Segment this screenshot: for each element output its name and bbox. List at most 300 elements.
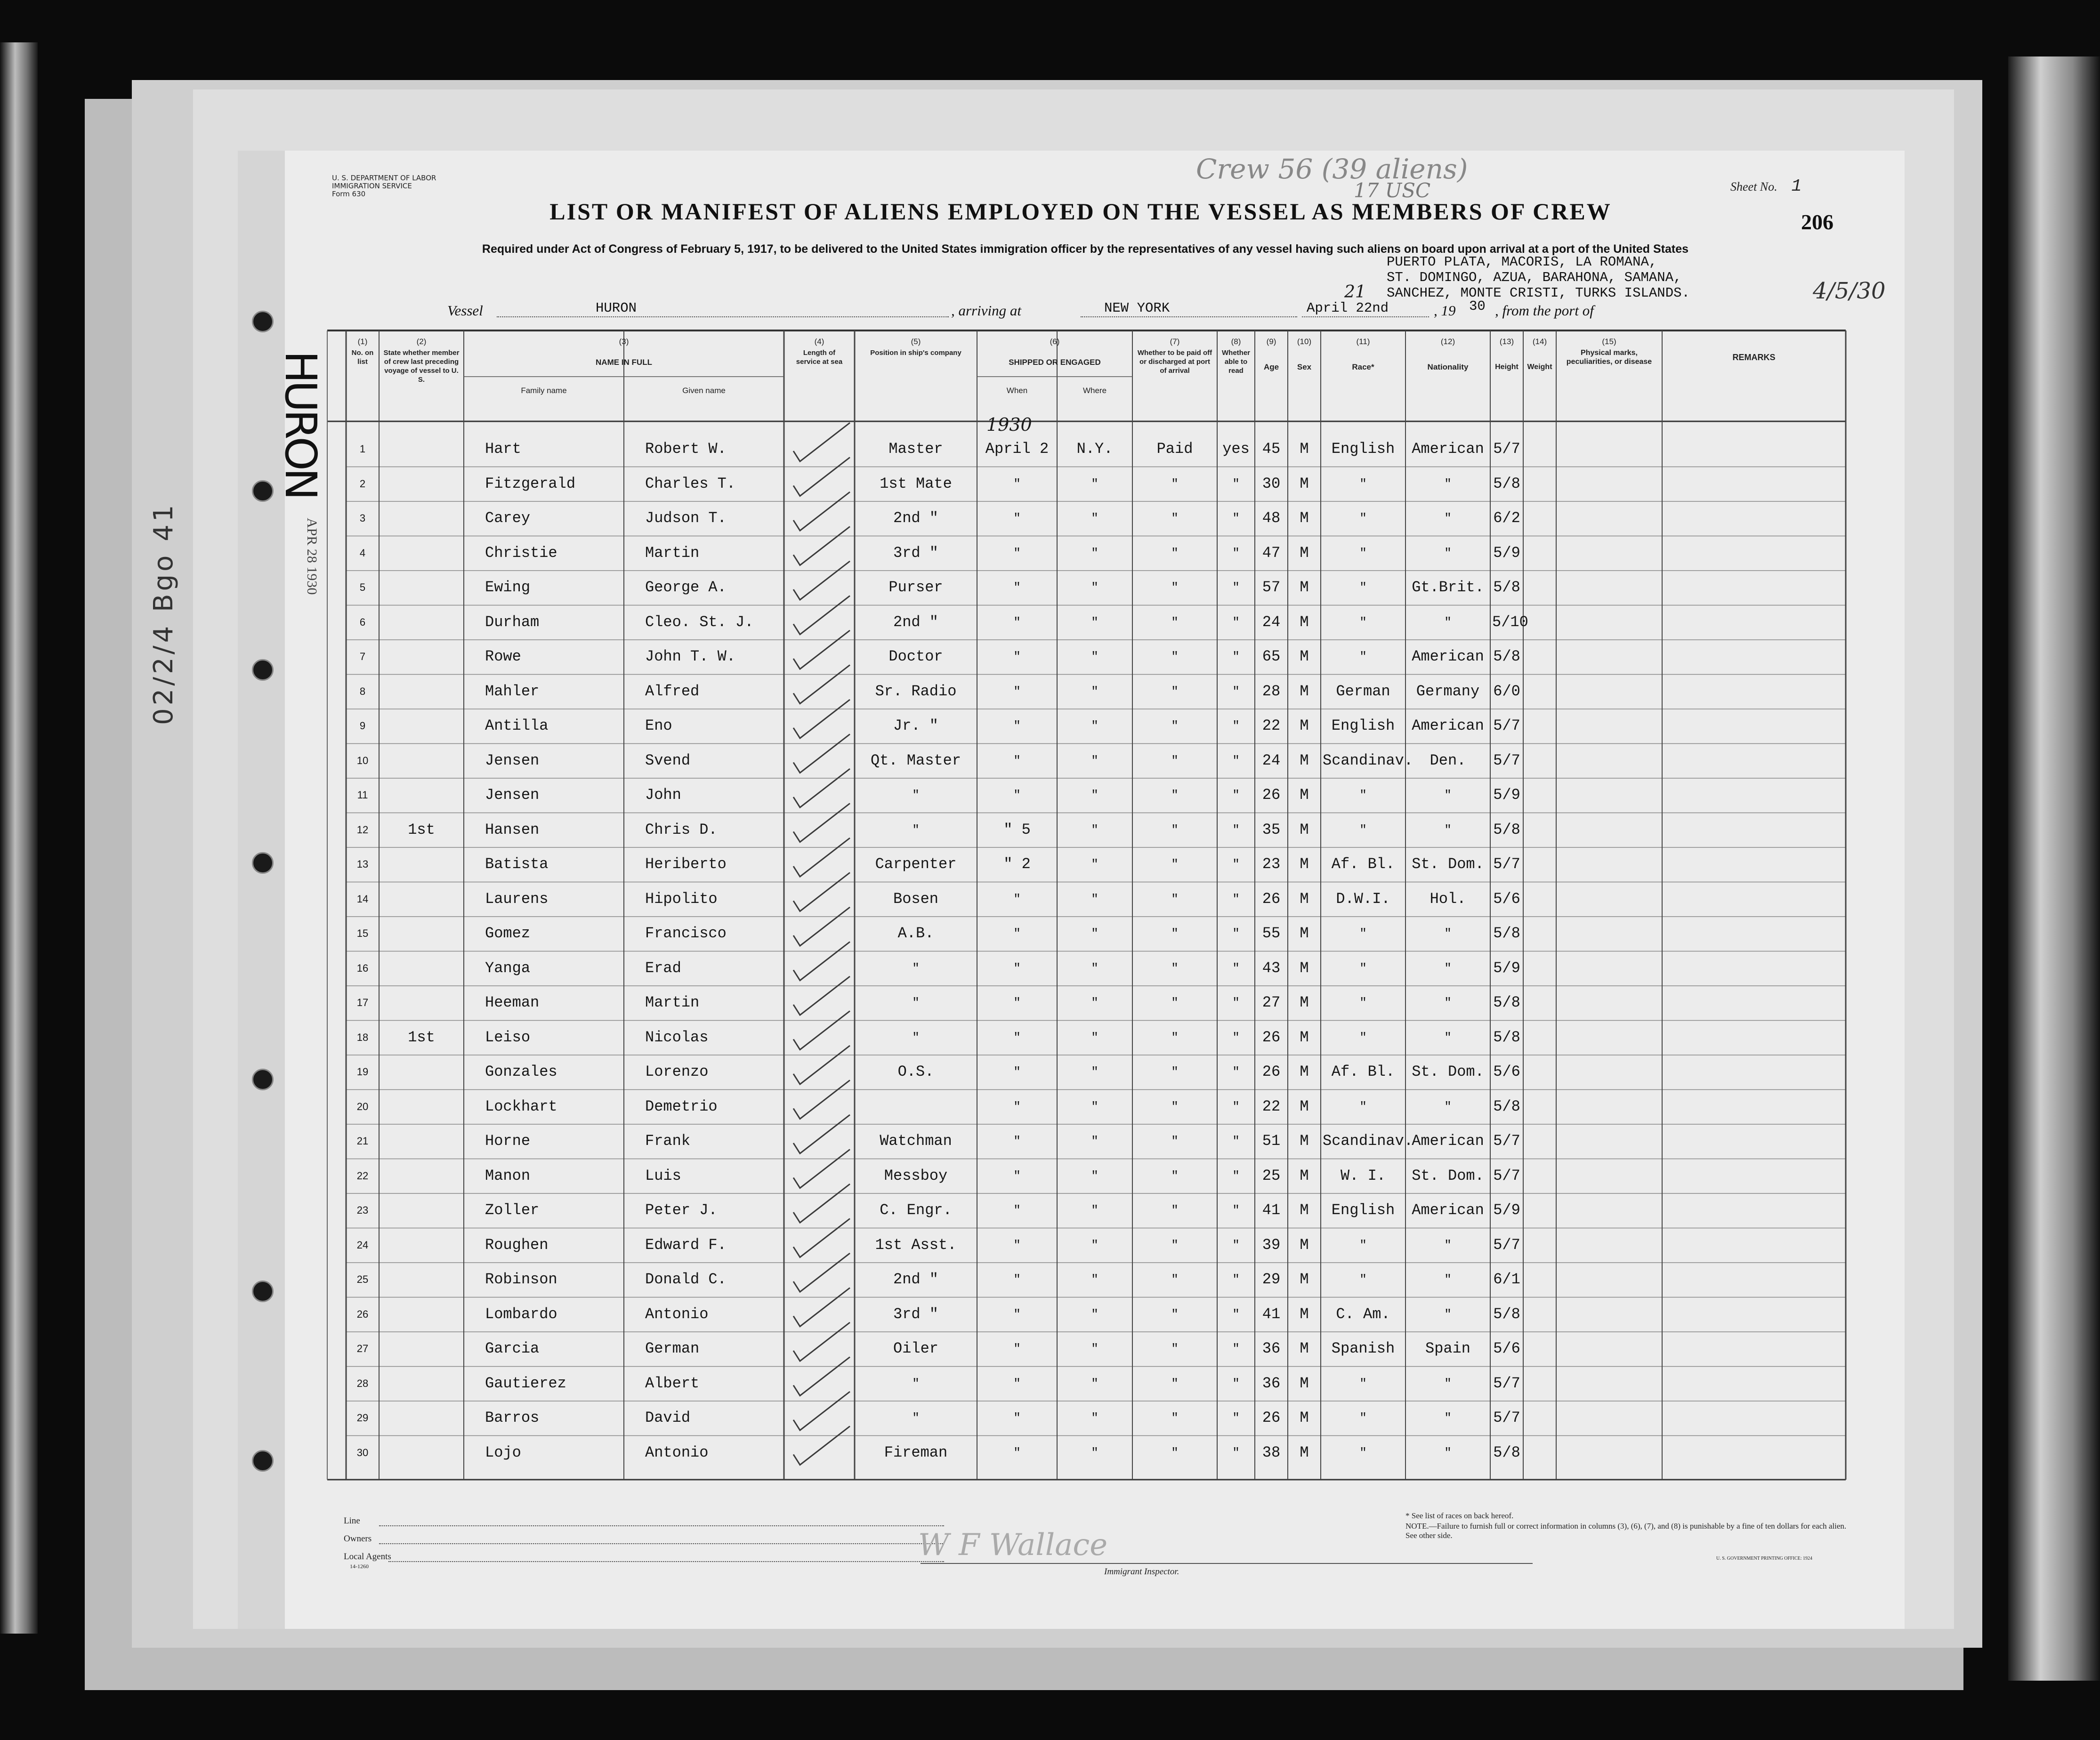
cell-given: Demetrio <box>645 1097 718 1115</box>
cell-sex: M <box>1300 994 1309 1011</box>
cell-where: " <box>1091 1342 1098 1356</box>
cell-position: Qt. Master <box>870 751 961 769</box>
cell-sex: M <box>1300 1201 1309 1219</box>
departure-date-note: 4/5/30 <box>1813 278 1886 304</box>
cell-sex: M <box>1300 751 1309 769</box>
cell-race: D.W.I. <box>1336 890 1390 908</box>
cell-position: Purser <box>888 579 943 596</box>
vessel-name: HURON <box>596 300 637 316</box>
cell-paid: " <box>1171 1134 1179 1148</box>
cell-nationality: Germany <box>1416 682 1480 700</box>
manifest-page <box>238 151 1905 1629</box>
cell-read: " <box>1232 511 1240 525</box>
cell-sex: M <box>1300 1374 1309 1392</box>
cell-when: " <box>1013 1273 1021 1287</box>
cell-family: Jensen <box>485 751 540 769</box>
cell-read: " <box>1232 1273 1240 1287</box>
column-number: (13) <box>1499 337 1514 346</box>
cell-read: " <box>1232 892 1240 906</box>
cell-age: 39 <box>1262 1236 1281 1254</box>
cell-age: 41 <box>1262 1305 1281 1323</box>
cell-height: 5/7 <box>1493 855 1520 873</box>
header-race: Race* <box>1352 362 1374 371</box>
cell-when: " <box>1013 892 1021 906</box>
cell-paid: " <box>1171 1099 1179 1114</box>
cell-position: Fireman <box>884 1443 948 1461</box>
cell-prev: 1st <box>408 821 435 838</box>
cell-paid: " <box>1171 788 1179 802</box>
form-code: U. S. DEPARTMENT OF LABOR IMMIGRATION SERVICE Form 630 <box>332 174 436 198</box>
cell-read: " <box>1232 857 1240 871</box>
cell-race: " <box>1359 580 1367 595</box>
cell-position: Sr. Radio <box>875 682 957 700</box>
cell-given: Judson T. <box>645 509 727 527</box>
cell-nationality: " <box>1444 476 1452 491</box>
cell-family: Antilla <box>485 717 549 734</box>
ports-line: PUERTO PLATA, MACORIS, LA ROMANA, <box>1387 254 1657 270</box>
column-number: (1) <box>357 337 368 346</box>
cell-paid: " <box>1171 1273 1179 1287</box>
cell-sex: M <box>1300 786 1309 804</box>
cell-where: " <box>1091 1238 1098 1252</box>
cell-race: C. Am. <box>1336 1305 1390 1323</box>
cell-when: " <box>1013 476 1021 491</box>
cell-paid: " <box>1171 1238 1179 1252</box>
header-able-to-read: Whether able to read <box>1222 349 1250 375</box>
cell-race: Af. Bl. <box>1331 855 1395 873</box>
cell-age: 24 <box>1262 613 1281 631</box>
cell-race: German <box>1336 682 1390 700</box>
cell-read: " <box>1232 996 1240 1010</box>
cell-read: " <box>1232 1238 1240 1252</box>
cell-sex: M <box>1300 509 1309 527</box>
cell-read: " <box>1232 822 1240 837</box>
cell-nationality: American <box>1412 1132 1484 1150</box>
cell-age: 26 <box>1262 1063 1281 1080</box>
cell-sex: M <box>1300 613 1309 631</box>
cell-given: Frank <box>645 1132 691 1150</box>
cell-age: 57 <box>1262 579 1281 596</box>
cell-race: " <box>1359 1030 1367 1045</box>
cell-family: Horne <box>485 1132 531 1150</box>
cell-when: " <box>1013 719 1021 733</box>
cell-height: 5/8 <box>1493 1443 1520 1461</box>
cell-age: 48 <box>1262 509 1281 527</box>
cell-given: Edward F. <box>645 1236 727 1254</box>
cell-where: " <box>1091 1203 1098 1217</box>
cell-position: 3rd " <box>893 544 938 562</box>
cell-read: " <box>1232 684 1240 699</box>
cell-age: 65 <box>1262 648 1281 665</box>
column-number: (10) <box>1297 337 1312 346</box>
header-sex: Sex <box>1297 362 1312 371</box>
cell-nationality: " <box>1444 615 1452 629</box>
header-previous-voyage: State whether member of crew last preceding voyage of vessel to U. S. <box>383 349 460 384</box>
cell-sex: M <box>1300 1132 1309 1150</box>
cell-family: Mahler <box>485 682 540 700</box>
date-stamp: APR 28 1930 <box>304 518 320 595</box>
cell-family: Manon <box>485 1167 531 1184</box>
cell-height: 5/9 <box>1493 959 1520 977</box>
cell-race: Scandinav. <box>1323 1132 1413 1150</box>
cell-position: 1st Asst. <box>875 1236 957 1254</box>
cell-height: 5/10 <box>1492 613 1528 631</box>
cell-given: Robert W. <box>645 440 727 458</box>
header-shipped-or-engaged: SHIPPED OR ENGAGED <box>1009 358 1101 367</box>
cell-height: 5/8 <box>1493 1305 1520 1323</box>
cell-when: " <box>1013 926 1021 941</box>
cell-nationality: " <box>1444 1273 1452 1287</box>
cell-age: 30 <box>1262 475 1281 492</box>
cell-read: " <box>1232 1065 1240 1079</box>
cell-age: 55 <box>1262 925 1281 942</box>
header-remarks: REMARKS <box>1732 353 1776 362</box>
header-nationality: Nationality <box>1427 362 1469 371</box>
cell-family: Hart <box>485 440 521 458</box>
cell-given: Luis <box>645 1167 681 1184</box>
cell-family: Roughen <box>485 1236 549 1254</box>
cell-read: " <box>1232 788 1240 802</box>
cell-paid: " <box>1171 753 1179 768</box>
cell-nationality: " <box>1444 1238 1452 1252</box>
cell-read: " <box>1232 1099 1240 1114</box>
cell-given: German <box>645 1340 700 1357</box>
cell-given: Nicolas <box>645 1028 709 1046</box>
cell-no: 26 <box>356 1308 369 1320</box>
cell-sex: M <box>1300 648 1309 665</box>
cell-position: " <box>912 1376 920 1391</box>
arrival-date-correction: 21 <box>1344 282 1366 302</box>
cell-when: " <box>1013 580 1021 595</box>
check-mark <box>793 1322 850 1361</box>
cell-position: 2nd " <box>893 1271 938 1288</box>
cell-race: English <box>1331 717 1395 734</box>
cell-no: 2 <box>359 477 366 490</box>
cell-family: Batista <box>485 855 549 873</box>
cell-race: " <box>1359 1273 1367 1287</box>
cell-nationality: " <box>1444 1099 1452 1114</box>
cell-position: Carpenter <box>875 855 957 873</box>
cell-nationality: American <box>1412 648 1484 665</box>
cell-where: " <box>1091 1307 1098 1321</box>
check-mark <box>793 665 850 704</box>
cell-position: " <box>912 1030 920 1045</box>
cell-race: " <box>1359 996 1367 1010</box>
check-mark <box>793 1288 850 1327</box>
cell-height: 5/8 <box>1493 1097 1520 1115</box>
cell-paid: " <box>1171 1342 1179 1356</box>
cell-no: 20 <box>356 1100 369 1112</box>
cell-no: 15 <box>356 927 369 939</box>
cell-height: 5/9 <box>1493 786 1520 804</box>
cell-nationality: St. Dom. <box>1412 1167 1484 1184</box>
cell-nationality: " <box>1444 1445 1452 1460</box>
cell-given: Alfred <box>645 682 700 700</box>
cell-sex: M <box>1300 717 1309 734</box>
cell-no: 17 <box>356 997 369 1008</box>
check-mark <box>793 630 850 669</box>
cell-race: " <box>1359 1411 1367 1425</box>
column-number: (11) <box>1356 337 1370 346</box>
cell-age: 38 <box>1262 1443 1281 1461</box>
crew-count-subnote: 17 USC <box>1354 179 1431 202</box>
cell-age: 26 <box>1262 1409 1281 1426</box>
cell-sex: M <box>1300 1028 1309 1046</box>
cell-when: " <box>1013 961 1021 975</box>
cell-given: Hipolito <box>645 890 718 908</box>
cell-when: " <box>1013 1238 1021 1252</box>
cell-paid: " <box>1171 546 1179 560</box>
cell-height: 5/7 <box>1493 1409 1520 1426</box>
cell-no: 22 <box>356 1169 369 1182</box>
cell-family: Lockhart <box>485 1097 557 1115</box>
cell-height: 6/1 <box>1493 1271 1520 1288</box>
cell-paid: " <box>1171 684 1179 699</box>
cell-when: " 5 <box>1003 821 1031 838</box>
cell-position: O.S. <box>897 1063 934 1080</box>
cell-position: Master <box>888 440 943 458</box>
check-mark <box>793 1184 850 1223</box>
cell-paid: " <box>1171 1030 1179 1045</box>
cell-nationality: " <box>1444 926 1452 941</box>
cell-nationality: " <box>1444 546 1452 560</box>
cell-height: 5/7 <box>1493 1374 1520 1392</box>
ports-line: SANCHEZ, MONTE CRISTI, TURKS ISLANDS. <box>1387 285 1690 301</box>
cell-when: " <box>1013 546 1021 560</box>
cell-when: " <box>1013 1168 1021 1183</box>
cell-race: " <box>1359 822 1367 837</box>
cell-sex: M <box>1300 1340 1309 1357</box>
cell-when: " <box>1013 511 1021 525</box>
cell-prev: 1st <box>408 1028 435 1046</box>
cell-sex: M <box>1300 682 1309 700</box>
cell-nationality: Spain <box>1425 1340 1470 1357</box>
cell-height: 5/7 <box>1493 1167 1520 1184</box>
cell-race: " <box>1359 476 1367 491</box>
cell-family: Barros <box>485 1409 540 1426</box>
cell-where: " <box>1091 1099 1098 1114</box>
cell-family: Rowe <box>485 648 521 665</box>
arrival-date: April 22nd <box>1307 300 1389 316</box>
cell-height: 5/9 <box>1493 1201 1520 1219</box>
cell-height: 5/8 <box>1493 579 1520 596</box>
cell-sex: M <box>1300 579 1309 596</box>
cell-given: Martin <box>645 544 700 562</box>
cell-no: 11 <box>357 789 368 801</box>
cell-when: " <box>1013 1099 1021 1114</box>
cell-paid: " <box>1171 996 1179 1010</box>
cell-age: 35 <box>1262 821 1281 838</box>
cell-when: " <box>1013 1376 1021 1391</box>
cell-sex: M <box>1300 1443 1309 1461</box>
cell-when: " 2 <box>1003 855 1031 873</box>
cell-given: Peter J. <box>645 1201 718 1219</box>
cell-sex: M <box>1300 440 1309 458</box>
check-mark <box>793 907 850 946</box>
cell-no: 13 <box>356 858 369 870</box>
cell-age: 29 <box>1262 1271 1281 1288</box>
cell-nationality: " <box>1444 1030 1452 1045</box>
cell-position: " <box>912 961 920 975</box>
cell-read: " <box>1232 1030 1240 1045</box>
cell-where: " <box>1091 822 1098 837</box>
cell-no: 27 <box>356 1343 369 1354</box>
cell-family: Durham <box>485 613 540 631</box>
cell-no: 9 <box>359 720 366 732</box>
cell-race: " <box>1359 615 1367 629</box>
cell-age: 22 <box>1262 717 1281 734</box>
header-weight: Weight <box>1527 363 1552 371</box>
check-mark <box>793 838 850 877</box>
cell-family: Heeman <box>485 994 540 1011</box>
cell-given: George A. <box>645 579 727 596</box>
inspector-signature: W F Wallace <box>918 1528 1108 1563</box>
page-stamp: 206 <box>1801 210 1833 234</box>
cell-read: " <box>1232 1168 1240 1183</box>
cell-sex: M <box>1300 1305 1309 1323</box>
cell-where: " <box>1091 1168 1098 1183</box>
check-mark <box>793 1357 850 1396</box>
cell-where: N.Y. <box>1076 440 1113 458</box>
cell-where: " <box>1091 1273 1098 1287</box>
arriving-port: NEW YORK <box>1104 300 1170 316</box>
cell-age: 26 <box>1262 890 1281 908</box>
cell-age: 36 <box>1262 1340 1281 1357</box>
cell-sex: M <box>1300 925 1309 942</box>
check-mark <box>793 942 850 981</box>
check-mark <box>793 1150 850 1188</box>
cell-family: Gautierez <box>485 1374 566 1392</box>
owners-label: Owners <box>344 1534 372 1544</box>
cell-age: 47 <box>1262 544 1281 562</box>
cell-nationality: St. Dom. <box>1412 1063 1484 1080</box>
header-name-in-full: NAME IN FULL <box>596 358 652 367</box>
cell-position: Messboy <box>884 1167 948 1184</box>
header-given-name: Given name <box>682 386 726 395</box>
cell-paid: " <box>1171 1376 1179 1391</box>
cell-position: Oiler <box>893 1340 938 1357</box>
cell-read: yes <box>1222 440 1250 458</box>
cell-position: Bosen <box>893 890 938 908</box>
cell-no: 16 <box>356 962 369 974</box>
check-mark <box>793 1115 850 1153</box>
cell-position: " <box>912 1411 920 1425</box>
cell-nationality: " <box>1444 511 1452 525</box>
cell-nationality: Gt.Brit. <box>1412 579 1484 596</box>
check-mark <box>793 1426 850 1465</box>
cell-nationality: " <box>1444 822 1452 837</box>
cell-no: 7 <box>359 651 366 662</box>
crew-count-note: Crew 56 (39 aliens) <box>1196 153 1468 185</box>
cell-paid: " <box>1171 822 1179 837</box>
cell-read: " <box>1232 926 1240 941</box>
cell-given: Antonio <box>645 1443 709 1461</box>
cell-height: 5/8 <box>1493 994 1520 1011</box>
check-mark <box>793 423 850 461</box>
cell-height: 5/7 <box>1493 1132 1520 1150</box>
header-when: When <box>1006 386 1028 395</box>
cell-read: " <box>1232 1342 1240 1356</box>
cell-height: 5/7 <box>1493 717 1520 734</box>
cell-where: " <box>1091 1411 1098 1425</box>
cell-no: 5 <box>359 581 366 593</box>
cell-race: " <box>1359 1238 1367 1252</box>
cell-race: English <box>1331 440 1395 458</box>
cell-position: A.B. <box>897 925 934 942</box>
column-number: (14) <box>1532 337 1547 346</box>
cell-given: Svend <box>645 751 691 769</box>
cell-height: 5/7 <box>1493 440 1520 458</box>
cell-where: " <box>1091 719 1098 733</box>
cell-paid: " <box>1171 1065 1179 1079</box>
column-number: (5) <box>911 337 921 346</box>
cell-when: " <box>1013 1030 1021 1045</box>
cell-given: Chris D. <box>645 821 718 838</box>
cell-race: " <box>1359 1376 1367 1391</box>
cell-family: Yanga <box>485 959 531 977</box>
cell-position: " <box>912 822 920 837</box>
cell-height: 5/9 <box>1493 544 1520 562</box>
cell-paid: Paid <box>1156 440 1193 458</box>
cell-age: 23 <box>1262 855 1281 873</box>
cell-position: 3rd " <box>893 1305 938 1323</box>
cell-given: Francisco <box>645 925 727 942</box>
cell-position: " <box>912 788 920 802</box>
cell-nationality: " <box>1444 788 1452 802</box>
column-number: (8) <box>1231 337 1241 346</box>
cell-race: Scandinav. <box>1323 751 1413 769</box>
cell-nationality: " <box>1444 1376 1452 1391</box>
cell-age: 43 <box>1262 959 1281 977</box>
cell-read: " <box>1232 1134 1240 1148</box>
cell-family: Laurens <box>485 890 549 908</box>
cell-read: " <box>1232 1203 1240 1217</box>
cell-family: Garcia <box>485 1340 540 1357</box>
cell-race: " <box>1359 1099 1367 1114</box>
cell-where: " <box>1091 1445 1098 1460</box>
cell-race: " <box>1359 926 1367 941</box>
cell-where: " <box>1091 615 1098 629</box>
cell-paid: " <box>1171 892 1179 906</box>
check-mark <box>793 527 850 565</box>
cell-height: 6/2 <box>1493 509 1520 527</box>
arrival-year: 30 <box>1469 298 1486 314</box>
year-prefix: , 19 <box>1434 302 1456 319</box>
cell-read: " <box>1232 1445 1240 1460</box>
cell-no: 23 <box>356 1204 369 1216</box>
cell-where: " <box>1091 857 1098 871</box>
cell-read: " <box>1232 476 1240 491</box>
cell-given: Eno <box>645 717 672 734</box>
cell-where: " <box>1091 580 1098 595</box>
cell-when: " <box>1013 684 1021 699</box>
cell-age: 27 <box>1262 994 1281 1011</box>
cell-family: Leiso <box>485 1028 531 1046</box>
cell-age: 24 <box>1262 751 1281 769</box>
cell-no: 24 <box>356 1239 369 1251</box>
cell-when: " <box>1013 650 1021 664</box>
cell-height: 5/6 <box>1493 1063 1520 1080</box>
cell-position: Doctor <box>888 648 943 665</box>
cell-sex: M <box>1300 544 1309 562</box>
cell-position: C. Engr. <box>880 1201 952 1219</box>
cell-given: Lorenzo <box>645 1063 709 1080</box>
cell-nationality: " <box>1444 1411 1452 1425</box>
cell-paid: " <box>1171 1411 1179 1425</box>
cell-where: " <box>1091 546 1098 560</box>
cell-height: 5/7 <box>1493 751 1520 769</box>
cell-nationality: St. Dom. <box>1412 855 1484 873</box>
